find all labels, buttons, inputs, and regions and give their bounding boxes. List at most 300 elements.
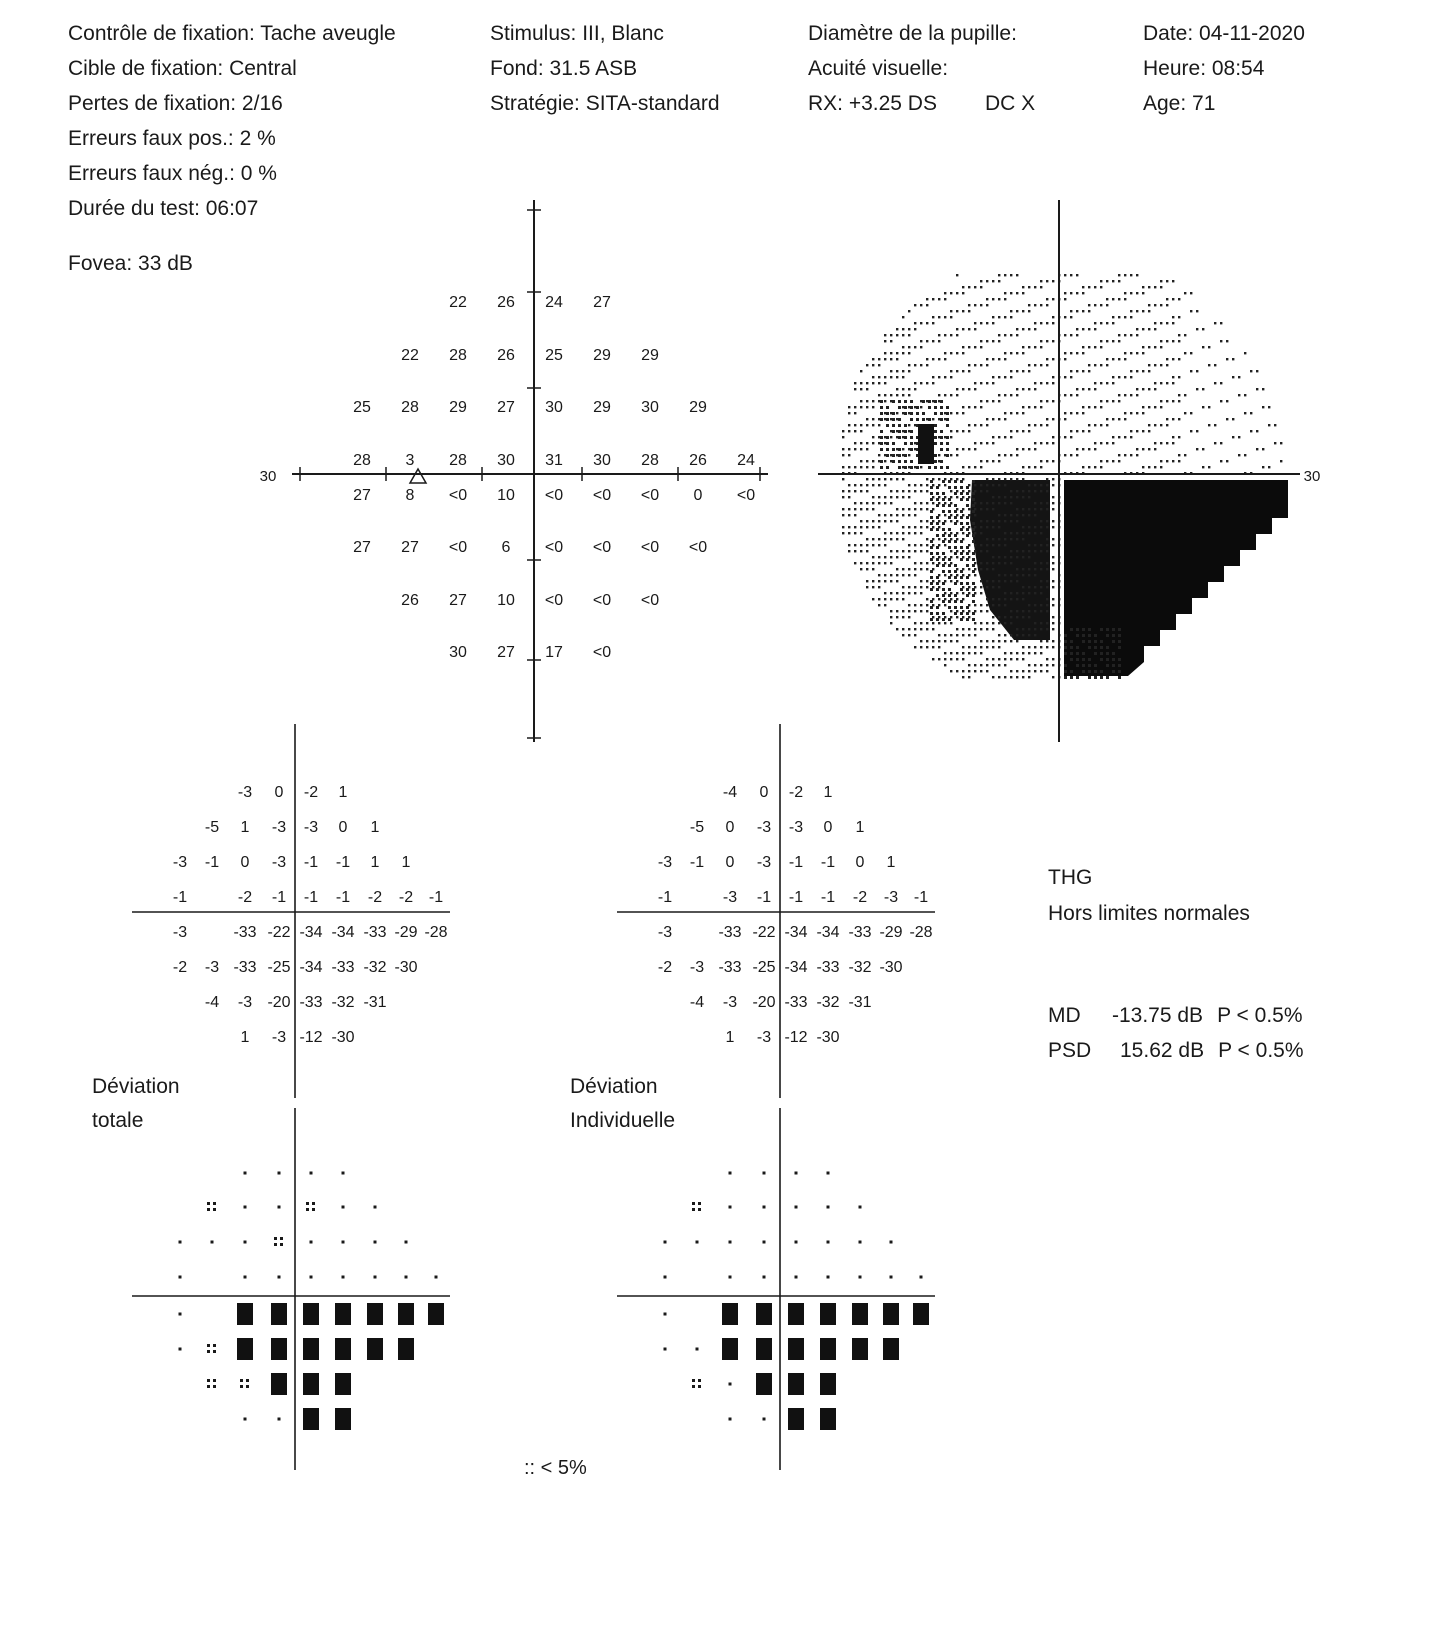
deviation-value: 1	[338, 784, 348, 801]
md-p: P < 0.5%	[1217, 1004, 1303, 1027]
deviation-value: -3	[657, 854, 673, 871]
deviation-value: -1	[820, 889, 836, 906]
deviation-value: -12	[299, 1029, 323, 1046]
threshold-value: <0	[592, 539, 612, 556]
prob-dot-symbol	[244, 1206, 247, 1209]
deviation-value: -20	[752, 994, 776, 1011]
prob-dot-symbol	[763, 1206, 766, 1209]
prob-dot-symbol	[278, 1172, 281, 1175]
deviation-value: 1	[725, 1029, 735, 1046]
probability-legend-partial: :: < 5%	[524, 1457, 587, 1479]
deviation-value: 0	[725, 819, 735, 836]
deviation-value: -33	[233, 959, 257, 976]
prob-dot-symbol	[405, 1241, 408, 1244]
deviation-value: -2	[367, 889, 383, 906]
deviation-value: -32	[331, 994, 355, 1011]
deviation-value: 1	[370, 819, 380, 836]
total-deviation-prob-axes	[132, 1108, 450, 1470]
threshold-value: 26	[497, 294, 515, 311]
threshold-value: <0	[592, 644, 612, 661]
rx-cylinder: DC X	[984, 92, 1036, 115]
threshold-value: 30	[449, 644, 467, 661]
total-deviation-label	[92, 1070, 180, 1138]
threshold-value: 6	[501, 539, 511, 556]
deviation-value: -33	[363, 924, 387, 941]
threshold-value: 24	[545, 294, 563, 311]
prob-05pct-symbol	[303, 1408, 319, 1430]
prob-dot-symbol	[763, 1172, 766, 1175]
deviation-value: -22	[267, 924, 291, 941]
deviation-value: -2	[237, 889, 253, 906]
deviation-value: -30	[394, 959, 418, 976]
md-label: MD	[1048, 1004, 1081, 1027]
prob-05pct-symbol	[335, 1303, 351, 1325]
prob-05pct-symbol	[722, 1303, 738, 1325]
threshold-value: 26	[401, 592, 419, 609]
threshold-value: 10	[497, 487, 515, 504]
threshold-value: 26	[497, 347, 515, 364]
threshold-value: 10	[497, 592, 515, 609]
gray-dense-defect	[1064, 480, 1288, 676]
deviation-value: 0	[240, 854, 250, 871]
deviation-value: -25	[752, 959, 776, 976]
prob-dot-symbol	[920, 1276, 923, 1279]
prob-5pct-symbol	[306, 1202, 315, 1211]
psd-value: 15.62 dB	[1120, 1039, 1205, 1062]
deviation-value: -4	[722, 784, 738, 801]
prob-dot-symbol	[795, 1172, 798, 1175]
grayscale-axis-30-label: 30	[1303, 468, 1321, 485]
threshold-value: 8	[405, 487, 415, 504]
prob-5pct-symbol	[207, 1344, 216, 1353]
prob-dot-symbol	[763, 1241, 766, 1244]
threshold-value: 27	[497, 399, 515, 416]
md-value: -13.75 dB	[1112, 1004, 1204, 1027]
prob-dot-symbol	[729, 1241, 732, 1244]
prob-dot-symbol	[244, 1276, 247, 1279]
prob-05pct-symbol	[883, 1303, 899, 1325]
prob-dot-symbol	[696, 1241, 699, 1244]
psd-p: P < 0.5%	[1218, 1039, 1304, 1062]
total-deviation-axes	[132, 724, 450, 1098]
prob-dot-symbol	[729, 1172, 732, 1175]
patient-age: Age: 71	[1143, 92, 1216, 115]
prob-dot-symbol	[179, 1276, 182, 1279]
deviation-value: -28	[909, 924, 933, 941]
prob-05pct-symbol	[756, 1338, 772, 1360]
deviation-value: -29	[394, 924, 418, 941]
prob-05pct-symbol	[303, 1338, 319, 1360]
deviation-value: -3	[788, 819, 804, 836]
prob-dot-symbol	[278, 1276, 281, 1279]
deviation-value: -3	[237, 784, 253, 801]
prob-dot-symbol	[859, 1206, 862, 1209]
deviation-value: 1	[886, 854, 896, 871]
total-deviation-probability-map	[179, 1172, 445, 1431]
deviation-value: -31	[848, 994, 872, 1011]
prob-dot-symbol	[278, 1418, 281, 1421]
threshold-value: <0	[640, 592, 660, 609]
deviation-value: -31	[363, 994, 387, 1011]
ght-title: THG	[1048, 866, 1093, 889]
prob-dot-symbol	[664, 1313, 667, 1316]
ght-result: Hors limites normales	[1048, 902, 1250, 925]
prob-dot-symbol	[729, 1383, 732, 1386]
prob-dot-symbol	[310, 1276, 313, 1279]
deviation-value: -1	[689, 854, 705, 871]
prob-dot-symbol	[827, 1206, 830, 1209]
deviation-value: -1	[335, 889, 351, 906]
stimulus: Stimulus: III, Blanc	[490, 22, 664, 45]
deviation-value: -2	[303, 784, 319, 801]
threshold-value: <0	[448, 539, 468, 556]
prob-5pct-symbol	[207, 1379, 216, 1388]
threshold-value: 29	[449, 399, 467, 416]
prob-dot-symbol	[374, 1206, 377, 1209]
threshold-value: 27	[497, 644, 515, 661]
prob-dot-symbol	[179, 1313, 182, 1316]
prob-dot-symbol	[827, 1172, 830, 1175]
deviation-value: -33	[233, 924, 257, 941]
deviation-value: -1	[657, 889, 673, 906]
prob-05pct-symbol	[722, 1338, 738, 1360]
deviation-value: -25	[267, 959, 291, 976]
threshold-value: 27	[401, 539, 419, 556]
pattern-deviation-axes	[617, 724, 935, 1098]
prob-05pct-symbol	[820, 1373, 836, 1395]
threshold-value: 17	[545, 644, 563, 661]
prob-dot-symbol	[827, 1276, 830, 1279]
prob-05pct-symbol	[367, 1338, 383, 1360]
deviation-value: -34	[299, 924, 323, 941]
threshold-value: 29	[641, 347, 659, 364]
false-pos-errors: Erreurs faux pos.: 2 %	[68, 127, 276, 150]
prob-dot-symbol	[342, 1172, 345, 1175]
threshold-value: 29	[593, 347, 611, 364]
prob-dot-symbol	[696, 1348, 699, 1351]
prob-dot-symbol	[179, 1241, 182, 1244]
prob-05pct-symbol	[303, 1303, 319, 1325]
threshold-value: 31	[545, 452, 563, 469]
threshold-value: 27	[353, 539, 371, 556]
deviation-value: -3	[303, 819, 319, 836]
prob-5pct-symbol	[240, 1379, 249, 1388]
deviation-value: -1	[271, 889, 287, 906]
prob-05pct-symbol	[788, 1338, 804, 1360]
test-duration: Durée du test: 06:07	[68, 197, 259, 220]
prob-05pct-symbol	[303, 1373, 319, 1395]
prob-dot-symbol	[342, 1276, 345, 1279]
deviation-value: -1	[913, 889, 929, 906]
false-neg-errors: Erreurs faux nég.: 0 %	[68, 162, 277, 185]
prob-dot-symbol	[244, 1418, 247, 1421]
psd-label: PSD	[1048, 1039, 1092, 1062]
prob-dot-symbol	[890, 1276, 893, 1279]
prob-05pct-symbol	[820, 1338, 836, 1360]
deviation-value: -1	[756, 889, 772, 906]
prob-05pct-symbol	[820, 1408, 836, 1430]
total-deviation-values	[173, 784, 448, 1046]
fixation-target: Cible de fixation: Central	[68, 57, 297, 80]
prob-05pct-symbol	[271, 1303, 287, 1325]
md-line	[1048, 1004, 1303, 1028]
pattern-deviation-values	[658, 784, 933, 1046]
deviation-value: -34	[299, 959, 323, 976]
deviation-value: -3	[172, 854, 188, 871]
deviation-value: -34	[816, 924, 840, 941]
deviation-value: -33	[848, 924, 872, 941]
prob-dot-symbol	[729, 1418, 732, 1421]
deviation-value: -5	[689, 819, 705, 836]
prob-05pct-symbol	[237, 1303, 253, 1325]
deviation-value: 1	[240, 1029, 250, 1046]
deviation-value: 0	[338, 819, 348, 836]
prob-05pct-symbol	[913, 1303, 929, 1325]
prob-05pct-symbol	[271, 1373, 287, 1395]
prob-05pct-symbol	[398, 1338, 414, 1360]
deviation-value: -33	[784, 994, 808, 1011]
pattern-deviation-probability-map	[664, 1172, 930, 1431]
prob-dot-symbol	[211, 1241, 214, 1244]
pattern-deviation-label	[570, 1070, 675, 1138]
threshold-value: 28	[401, 399, 419, 416]
deviation-value: 1	[401, 854, 411, 871]
prob-dot-symbol	[374, 1276, 377, 1279]
threshold-value: 24	[737, 452, 755, 469]
prob-dot-symbol	[342, 1241, 345, 1244]
deviation-value: -1	[303, 854, 319, 871]
deviation-value: -1	[172, 889, 188, 906]
threshold-value: 25	[353, 399, 371, 416]
threshold-value: 30	[545, 399, 563, 416]
deviation-value: -1	[204, 854, 220, 871]
prob-05pct-symbol	[788, 1373, 804, 1395]
background: Fond: 31.5 ASB	[490, 57, 638, 80]
prob-dot-symbol	[664, 1348, 667, 1351]
deviation-value: -32	[363, 959, 387, 976]
deviation-value: -3	[172, 924, 188, 941]
threshold-value: <0	[640, 539, 660, 556]
deviation-value: 1	[823, 784, 833, 801]
prob-05pct-symbol	[398, 1303, 414, 1325]
prob-dot-symbol	[795, 1206, 798, 1209]
prob-dot-symbol	[859, 1276, 862, 1279]
gray-blind-spot	[918, 424, 934, 464]
prob-05pct-symbol	[852, 1303, 868, 1325]
deviation-value: -2	[852, 889, 868, 906]
prob-dot-symbol	[244, 1241, 247, 1244]
deviation-value: -29	[879, 924, 903, 941]
prob-dot-symbol	[405, 1276, 408, 1279]
deviation-value: -1	[788, 889, 804, 906]
deviation-value: -30	[331, 1029, 355, 1046]
threshold-value: <0	[592, 592, 612, 609]
prob-05pct-symbol	[820, 1303, 836, 1325]
deviation-value: 0	[274, 784, 284, 801]
rx-sphere: RX: +3.25 DS	[808, 92, 937, 115]
deviation-value: -2	[172, 959, 188, 976]
test-time: Heure: 08:54	[1143, 57, 1265, 80]
threshold-value: 28	[353, 452, 371, 469]
deviation-value: -12	[784, 1029, 808, 1046]
prob-5pct-symbol	[692, 1379, 701, 1388]
threshold-axis-30-label: 30	[259, 468, 277, 485]
threshold-value: 26	[689, 452, 707, 469]
deviation-value: -3	[722, 889, 738, 906]
threshold-value: <0	[448, 487, 468, 504]
threshold-value: 28	[641, 452, 659, 469]
prob-dot-symbol	[664, 1276, 667, 1279]
deviation-value: 1	[240, 819, 250, 836]
prob-5pct-symbol	[692, 1202, 701, 1211]
threshold-value: 22	[449, 294, 467, 311]
fovea-value: Fovea: 33 dB	[68, 252, 193, 275]
threshold-value: <0	[640, 487, 660, 504]
threshold-value: 29	[593, 399, 611, 416]
deviation-value: -30	[879, 959, 903, 976]
deviation-value: -3	[756, 819, 772, 836]
prob-5pct-symbol	[274, 1237, 283, 1246]
prob-05pct-symbol	[335, 1408, 351, 1430]
deviation-value: -3	[237, 994, 253, 1011]
deviation-value: -3	[689, 959, 705, 976]
threshold-value: 27	[593, 294, 611, 311]
threshold-value: <0	[544, 487, 564, 504]
gray-stipple-texture	[842, 274, 1282, 679]
prob-05pct-symbol	[756, 1303, 772, 1325]
prob-dot-symbol	[795, 1241, 798, 1244]
prob-5pct-symbol	[207, 1202, 216, 1211]
deviation-value: -2	[657, 959, 673, 976]
prob-dot-symbol	[310, 1241, 313, 1244]
prob-dot-symbol	[278, 1206, 281, 1209]
prob-05pct-symbol	[271, 1338, 287, 1360]
threshold-value: <0	[688, 539, 708, 556]
deviation-value: -32	[848, 959, 872, 976]
pupil-diameter: Diamètre de la pupille:	[808, 22, 1017, 45]
prob-dot-symbol	[374, 1241, 377, 1244]
prob-05pct-symbol	[335, 1338, 351, 1360]
threshold-value: 30	[593, 452, 611, 469]
psd-line	[1048, 1039, 1304, 1063]
visual-acuity: Acuité visuelle:	[808, 57, 949, 80]
deviation-value: -2	[788, 784, 804, 801]
threshold-value: 29	[689, 399, 707, 416]
deviation-value: -1	[335, 854, 351, 871]
deviation-value: 0	[823, 819, 833, 836]
pattern-deviation-prob-axes	[617, 1108, 935, 1470]
fixation-losses: Pertes de fixation: 2/16	[68, 92, 283, 115]
prob-dot-symbol	[179, 1348, 182, 1351]
threshold-value: 3	[405, 452, 415, 469]
threshold-value: <0	[736, 487, 756, 504]
threshold-value: 22	[401, 347, 419, 364]
deviation-value: -3	[271, 854, 287, 871]
total-deviation-label-line2: totale	[92, 1109, 144, 1132]
deviation-value: -3	[271, 819, 287, 836]
prob-dot-symbol	[890, 1241, 893, 1244]
threshold-value: <0	[544, 592, 564, 609]
deviation-value: -1	[820, 854, 836, 871]
prob-dot-symbol	[729, 1276, 732, 1279]
deviation-value: -28	[424, 924, 448, 941]
threshold-value: 25	[545, 347, 563, 364]
strategy: Stratégie: SITA-standard	[490, 92, 720, 115]
deviation-value: -3	[756, 1029, 772, 1046]
prob-05pct-symbol	[788, 1408, 804, 1430]
deviation-value: -3	[722, 994, 738, 1011]
prob-05pct-symbol	[428, 1303, 444, 1325]
prob-dot-symbol	[795, 1276, 798, 1279]
prob-05pct-symbol	[335, 1373, 351, 1395]
prob-05pct-symbol	[237, 1338, 253, 1360]
ght-block	[1048, 860, 1250, 932]
pattern-deviation-label-line2: Individuelle	[570, 1109, 676, 1132]
deviation-value: -33	[299, 994, 323, 1011]
threshold-value: 28	[449, 452, 467, 469]
total-deviation-label-line1: Déviation	[92, 1075, 180, 1098]
deviation-value: 0	[855, 854, 865, 871]
prob-dot-symbol	[859, 1241, 862, 1244]
fixation-monitor: Contrôle de fixation: Tache aveugle	[68, 22, 396, 45]
deviation-value: -30	[816, 1029, 840, 1046]
pattern-deviation-label-line1: Déviation	[570, 1075, 658, 1098]
prob-05pct-symbol	[367, 1303, 383, 1325]
threshold-value: 27	[449, 592, 467, 609]
deviation-value: -2	[398, 889, 414, 906]
deviation-value: -34	[784, 924, 808, 941]
grayscale-map	[842, 274, 1288, 679]
prob-dot-symbol	[664, 1241, 667, 1244]
deviation-value: -34	[784, 959, 808, 976]
deviation-value: -4	[689, 994, 705, 1011]
deviation-value: 1	[855, 819, 865, 836]
deviation-value: 0	[725, 854, 735, 871]
threshold-value: 28	[449, 347, 467, 364]
deviation-value: 0	[759, 784, 769, 801]
prob-05pct-symbol	[756, 1373, 772, 1395]
prob-05pct-symbol	[788, 1303, 804, 1325]
threshold-value: <0	[544, 539, 564, 556]
deviation-value: -32	[816, 994, 840, 1011]
prob-05pct-symbol	[883, 1338, 899, 1360]
prob-dot-symbol	[729, 1206, 732, 1209]
threshold-value: 27	[353, 487, 371, 504]
deviation-value: -1	[788, 854, 804, 871]
deviation-value: -1	[303, 889, 319, 906]
deviation-value: -3	[271, 1029, 287, 1046]
deviation-value: -4	[204, 994, 220, 1011]
prob-dot-symbol	[827, 1241, 830, 1244]
grayscale-axes	[818, 200, 1300, 742]
deviation-value: -1	[428, 889, 444, 906]
prob-05pct-symbol	[852, 1338, 868, 1360]
prob-dot-symbol	[342, 1206, 345, 1209]
threshold-value: <0	[592, 487, 612, 504]
prob-dot-symbol	[244, 1172, 247, 1175]
prob-dot-symbol	[310, 1172, 313, 1175]
prob-dot-symbol	[763, 1418, 766, 1421]
deviation-value: -20	[267, 994, 291, 1011]
threshold-value: 30	[641, 399, 659, 416]
deviation-value: -22	[752, 924, 776, 941]
deviation-value: -33	[718, 924, 742, 941]
threshold-value: 30	[497, 452, 515, 469]
deviation-value: -3	[883, 889, 899, 906]
prob-dot-symbol	[435, 1276, 438, 1279]
deviation-value: -3	[204, 959, 220, 976]
deviation-value: -5	[204, 819, 220, 836]
